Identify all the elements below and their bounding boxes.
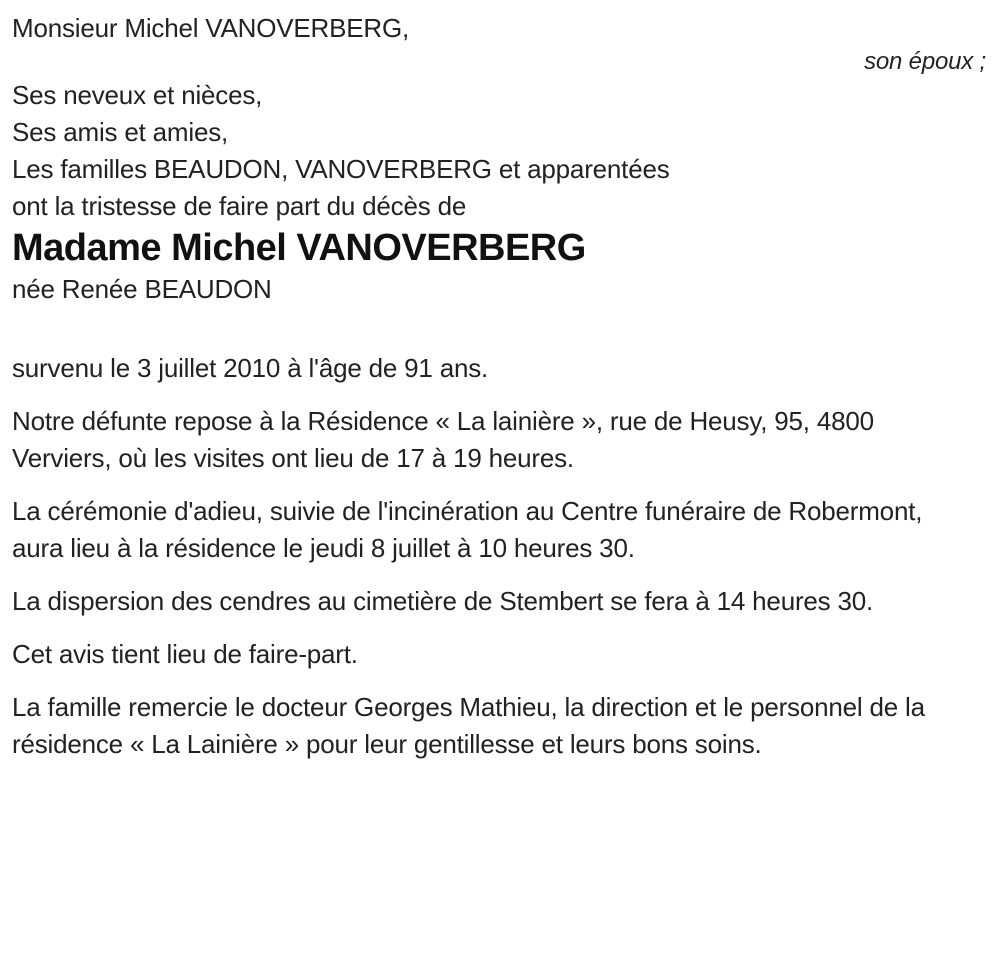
maiden-name-line: née Renée BEAUDON — [12, 274, 272, 304]
deceased-name-heading: Madame Michel VANOVERBERG — [12, 227, 586, 269]
kin-line: Ses amis et amies, — [12, 117, 229, 147]
kin-line: Les familles BEAUDON, VANOVERBERG et apparentées — [12, 154, 670, 184]
ashes-dispersion-paragraph: La dispersion des cendres au cimetière de Stembert se fera à 14 heures 30. — [12, 586, 874, 616]
kin-list — [12, 77, 986, 188]
notice-details — [12, 350, 974, 763]
opening-relative-line: Monsieur Michel VANOVERBERG, — [12, 13, 410, 43]
ceremony-paragraph: La cérémonie d'adieu, suivie de l'incinération au Centre funéraire de Robermont, aura lieu à la résidence le jeudi 8 juillet à 10 heures 30. — [12, 496, 923, 563]
repose-location-paragraph: Notre défunte repose à la Résidence « La lainière », rue de Heusy, 95, 4800 Verviers, où les visites ont lieu de 17 à 19 heures. — [12, 406, 874, 473]
announcement-line: ont la tristesse de faire part du décès de — [12, 191, 467, 221]
faire-part-paragraph: Cet avis tient lieu de faire-part. — [12, 639, 358, 669]
kin-line: Ses neveux et nièces, — [12, 80, 263, 110]
death-date-paragraph: survenu le 3 juillet 2010 à l'âge de 91 ans. — [12, 353, 489, 383]
relation-label: son époux ; — [864, 48, 986, 75]
thanks-paragraph: La famille remercie le docteur Georges Mathieu, la direction et le personnel de la résidence « La Lainière » pour leur gentillesse et leurs bons soins. — [12, 692, 925, 759]
